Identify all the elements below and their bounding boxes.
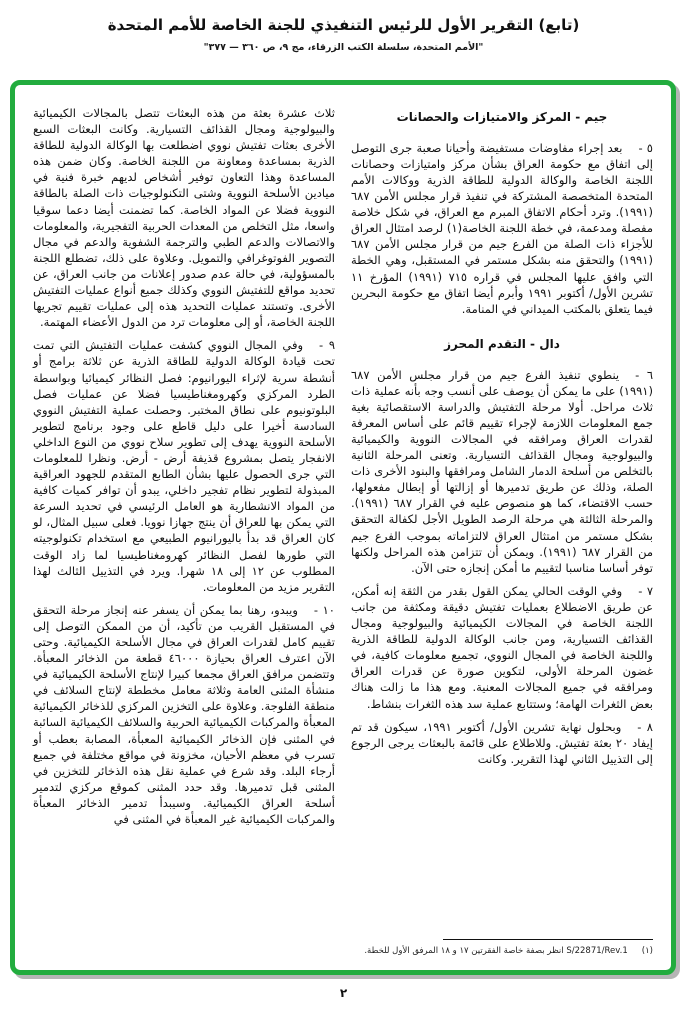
page-number: ٢ xyxy=(339,986,348,1000)
paragraph-5 xyxy=(351,140,653,317)
paragraph-6 xyxy=(351,367,653,576)
paragraph-6-number: ٦ - xyxy=(635,367,653,382)
paragraph-8-text: وبحلول نهاية تشرين الأول/ أكتوبر ١٩٩١، سيكون قد تم إيفاد ٢٠ بعثة تفتيش. وللاطلاع على قائمة بالبعثات يرجى الرجوع إلى التذييل الثاني لهذا التقرير. وكانت xyxy=(351,719,653,766)
page-footer xyxy=(0,982,687,1001)
paragraph-5-number: ٥ - xyxy=(638,140,653,155)
footnote-text-line xyxy=(351,945,653,958)
paragraph-8-continuation: ثلاث عشرة بعثة من هذه البعثات تتصل بالمجالات الكيميائية والبيولوجية ومجال القذائف التسيارية. وكانت البعثات السبع الأخرى بعثات تفتيش نووي اضطلعت بها الوكالة الدولية للطاقة الذرية بمساعدة ومعاونة من اللجنة الخاصة. وكان ضمن هذه المساعدة وهذا التعاون توفير أشخاص لديهم خبرة فنية في ميادين الأسلحة النووية وشتى التكنولوجيات ذات الصلة بالطاقة النووية فضلا عن المواد الخاصة. كما تضمنت أيضا دعما سوقيا واسعا، مثل التخلص من المعدات الحربية التفجيرية، والمعلومات والاتصالات والدعم الطبي والترجمة الشفوية والدعم في مجال التصوير الفوتوغرافي والتمويل. وعلاوة على ذلك، تضطلع اللجنة بالمسؤولية، في حالة عدم صدور إعلانات من جانب العراق، عن تحديد مواقع للتفتيش النووي وكذلك جميع أنواع عمليات التفتيش الأخرى. وتستند عمليات التحديد هذه إلى عمليات تقييم تجريها اللجنة الخاصة، أو إلى معلومات ترد من الدول الأعضاء المهتمة. xyxy=(33,106,335,330)
paragraph-10 xyxy=(33,602,335,827)
document-title: (تابع) التقرير الأول للرئيس التنفيذي للجنة الخاصة للأمم المتحدة xyxy=(107,16,580,34)
content-border-box xyxy=(10,80,676,975)
section-heading-c: جيم - المركز والامتيازات والحصانات xyxy=(396,110,608,124)
paragraph-7-number: ٧ - xyxy=(638,583,653,598)
document-header xyxy=(0,0,687,53)
paragraph-8 xyxy=(351,719,653,767)
paragraph-5-text: بعد إجراء مفاوضات مستفيضة وأحيانا صعبة جرى التوصل إلى اتفاق مع حكومة العراق بشأن مركز وامتيازات وحصانات اللجنة الخاصة والوكالة الدولية للطاقة الذرية ووكالات الأمم المتحدة المتخصصة المشتركة في تنفيذ قرار مجلس الأمن ٦٨٧ (١٩٩١). وترد أحكام الاتفاق المبرم مع العراق، في شكل خلاصة مفصلة ومدعمة، في خطة اللجنة الخاصة(١) لرصد امتثال العراق للأجزاء ذات الصلة من الفرع جيم من قرار مجلس الأمن ٦٨٧ (١٩٩١) والتحقق منه بشكل مستمر في المستقبل، وهي الخطة التي وافق عليها المجلس في قراره ٧١٥ (١٩٩١) المؤرخ ١١ تشرين الأول/ أكتوبر ١٩٩١ وأبرم أيضا اتفاق مع حكومة البحرين فيما يتعلق بالمكتب الميداني في المنامة. xyxy=(351,140,653,316)
paragraph-10-number: ١٠ - xyxy=(313,602,335,617)
footnote-document-reference: S/22871/Rev.1 xyxy=(566,946,628,957)
column-right xyxy=(351,105,653,958)
paragraph-7-text: وفي الوقت الحالي يمكن القول بقدر من الثقة إنه أمكن، عن طريق الاضطلاع بعمليات تفتيش دقيقة ومكثفة من جانب اللجنة الخاصة في المجالات الكيميائية والبيولوجية ومجال القذائف التسيارية، ومن جانب الوكالة الدولية للطاقة الذرية واللجنة الخاصة في المجال النووي، تجميع معلومات كافية، في غضون المرحلة الأولى، لتكوين صورة عن قدرات العراق ومرافقه في جميع المجالات المعنية. ومع هذا ما زالت هناك بعض الثغرات الهامة؛ وستتابع عملية سد هذه الثغرات بنشاط. xyxy=(351,583,653,711)
footnote-divider xyxy=(443,939,653,940)
footnote xyxy=(351,935,653,958)
paragraph-9-text: وفي المجال النووي كشفت عمليات التفتيش التي تمت تحت قيادة الوكالة الدولية للطاقة الذرية عن ثلاثة برامج أو أنشطة سرية لإثراء اليورانيوم: فصل النظائر كيميائيا وبواسطة الطرد المركزي وكهرومغناطيسيا فضلا عن عمليات فصل البلوتونيوم على نطاق المختبر. وحصلت عملية التفتيش النووي السادسة أخيرا على دليل قاطع على وجود برنامج لتطوير الأسلحة النووية يهدف إلى تطوير سلاح نووي من النوع الداخلي الانفجار يتصل بمشروع قذيفة أرض - أرض. ونظرا للمعلومات التي جرى الحصول عليها بشأن الطابع المتقدم للجهود العراقية المبذولة لتطوير نظام تفجير داخلي، يبدو أن توافر كميات كافية من المواد الانشطارية هو العامل الرئيسي في تحديد السرعة التي يمكن بها للعراق أن ينتج جهازا نوويا. فعلى سبيل المثال، لو كان العراق قد بدأ باليورانيوم الطبيعي مع استخدام تكنولوجيته التي طورها لفصل النظائر كهرومغناطيسيا لما زاد الوقت المطلوب عن ١٢ إلى ١٨ شهرا. ويرد في التذييل الثالث لهذا التقرير مزيد من المعلومات. xyxy=(33,338,335,594)
paragraph-9 xyxy=(33,337,335,595)
paragraph-9-number: ٩ - xyxy=(319,338,335,353)
paragraph-6-text: ينطوي تنفيذ الفرع جيم من قرار مجلس الأمن ٦٨٧ (١٩٩١) على ما يمكن أن يوصف على أنسب وجه بأنه عملية ذات ثلاث مراحل. أولا مرحلة التفتيش والدراسة الاستقصائية بغية جمع المعلومات اللازمة لإجراء تقييم قائم على أساس المعرفة لقدرات العراق ومرافقه في المجالات النووية والكيميائية والبيولوجية ومجال القذائف التسيارية. وتعنى المرحلة الثانية بالتخلص من أسلحة الدمار الشامل ومرافقها والبنود الأخرى ذات الصلة، وذلك عن طريق تدميرها أو إزالتها أو إبطال مفعولها، حسب الاقتضاء، كما هو منصوص عليه في القرار ٦٨٧ (١٩٩١). والمرحلة الثالثة هي مرحلة الرصد الطويل الأجل لكفالة التحقق بشكل مستمر من امتثال العراق لالتزاماته بموجب الفرع جيم من القرار ٦٨٧ (١٩٩١). ويمكن أن تتزامن هذه المراحل ولكنها توفر أساسا مناسبا لتقييم ما أمكن إنجازه حتى الآن. xyxy=(351,367,653,575)
paragraph-7 xyxy=(351,583,653,712)
column-left xyxy=(33,105,335,958)
paragraph-8-number: ٨ - xyxy=(637,719,653,734)
footnote-marker: (١) xyxy=(641,946,653,957)
footnote-text: انظر بصفة خاصة الفقرتين ١٧ و ١٨ المرفق الأول للخطة. xyxy=(364,946,564,957)
document-subtitle: "الأمم المتحدة، سلسلة الكتب الزرقاء، مج ٩، ص ٣٦٠ — ٣٧٧" xyxy=(203,41,484,53)
section-heading-d: دال - التقدم المحرز xyxy=(444,336,560,351)
paragraph-10-text: ويبدو، رهنا بما يمكن أن يسفر عنه إنجاز مرحلة التحقق في المستقبل القريب من تأكيد، أن من الممكن التوصل إلى تقييم كامل لقدرات العراق في مجال الأسلحة الكيميائية. وحتى الآن اعترف العراق بحيازة ٤٦٠٠٠ قطعة من الذخائر المعبأة. وتتضمن مرافق العراق مجمعا كبيرا لإنتاج الأسلحة الكيميائية في منشأة المثنى العامة وثلاثة معامل مخططة لإنتاج السلائف في منطقة الفلوجة. وعلاوة على التخزين المركزي للذخائر الكيميائية المعبأة والمركبات الكيميائية الحربية والسلائف الكيميائية السائبة في المثنى فإن الذخائر الكيميائية المعبأة، المصابة بعطب أو تسرب في معظم الأحيان، مخزونة في مواقع مختلفة في جميع أرجاء البلد. وقد شرع في عملية نقل هذه الذخائر للتخزين في المثنى قبل تدميرها. وقد حدد المثنى كموقع مركزي لتدمير أسلحة العراق الكيميائية. وسيبدأ تدمير الذخائر المعبأة والمركبات الكيميائية غير المعبأة في المثنى في xyxy=(33,602,335,827)
